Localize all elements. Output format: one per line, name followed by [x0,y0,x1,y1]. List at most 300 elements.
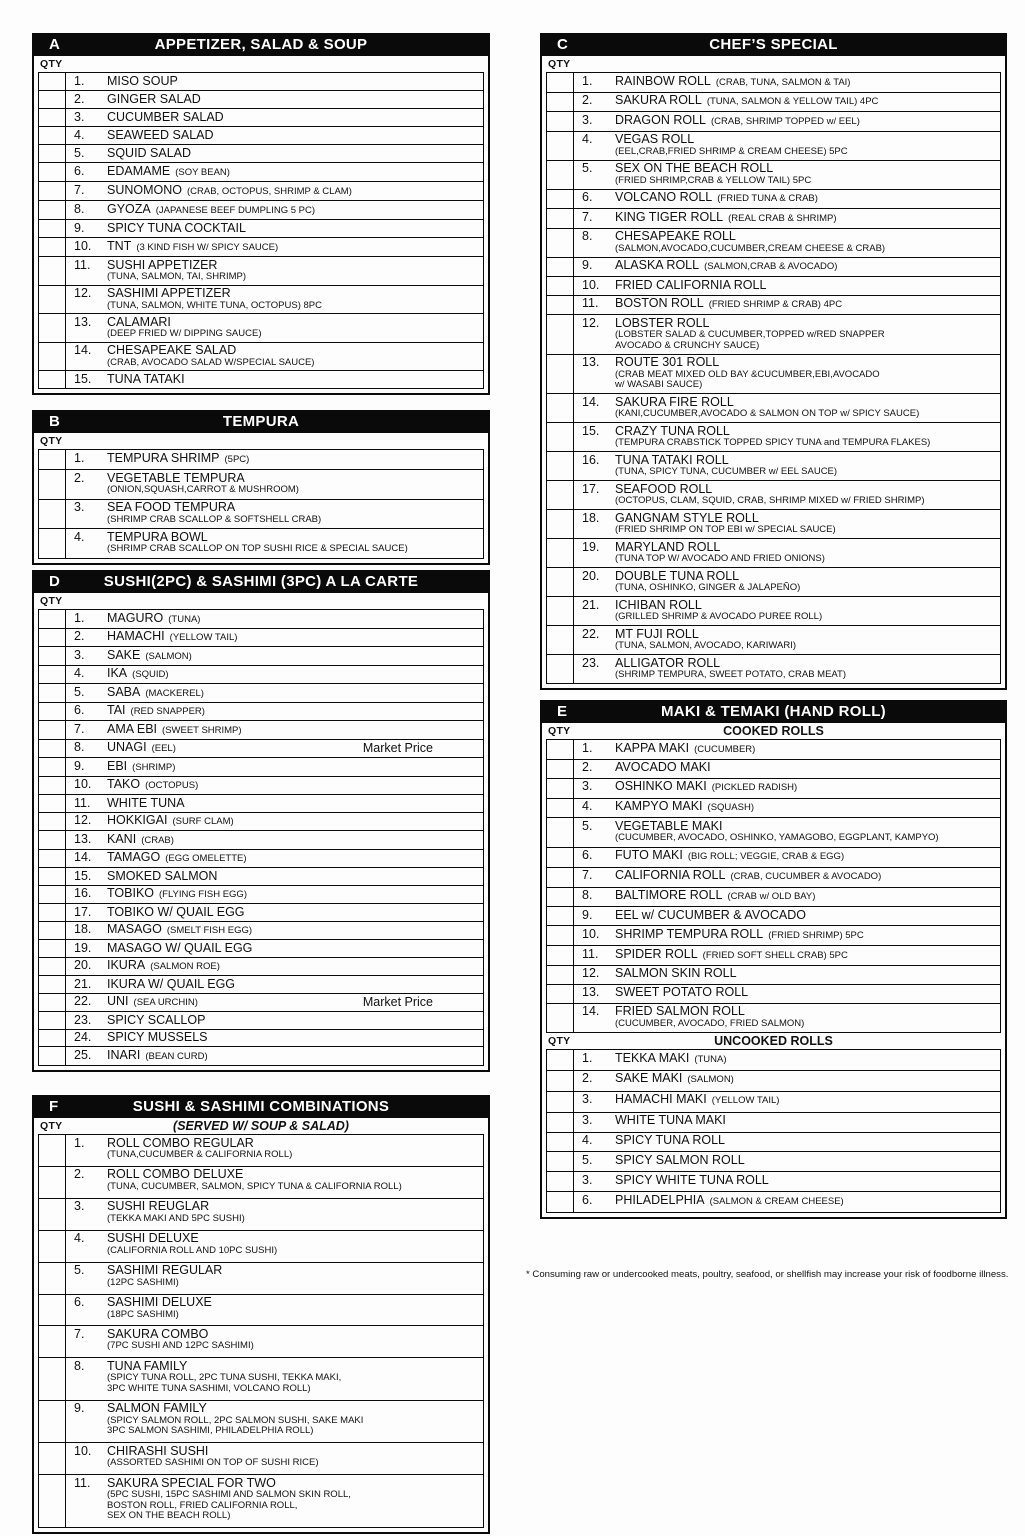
menu-item-cell [66,91,483,108]
section-title: SUSHI(2PC) & SASHIMI (3PC) A LA CARTE [103,573,419,590]
menu-item-row [547,393,1000,422]
qty-input-cell[interactable] [39,314,66,342]
qty-header-band [38,1118,484,1134]
qty-input-cell[interactable] [547,926,574,945]
item-description: (SALMON) [145,650,192,662]
qty-input-cell[interactable] [547,481,574,509]
menu-item-cell [66,1263,483,1294]
menu-item-cell [574,760,1000,778]
item-name: ALLIGATOR ROLL [615,655,721,670]
menu-item-row [547,276,1000,295]
item-name: INARI [107,1047,141,1062]
item-sub-description: BOSTON ROLL, FRIED CALIFORNIA ROLL, [107,1499,298,1511]
qty-input-cell[interactable] [547,1113,574,1132]
menu-item-row [547,422,1000,451]
item-sub-description: (TUNA, SALMON, AVOCADO, KARIWARI) [615,640,797,651]
qty-input-cell[interactable] [39,201,66,219]
qty-input-cell[interactable] [39,703,66,721]
menu-item-cell [574,655,1000,683]
menu-item-line [582,780,996,795]
item-number: 10. [74,1443,92,1458]
menu-item-row [39,610,483,628]
qty-header-band [38,433,484,449]
menu-item-cell [66,684,483,702]
menu-item-row [547,798,1000,818]
qty-input-cell[interactable] [547,1152,574,1171]
item-description: (BIG ROLL; VEGGIE, CRAB & EGG) [687,851,845,863]
qty-input-cell[interactable] [547,73,574,92]
qty-input-cell[interactable] [39,1295,66,1326]
qty-input-cell[interactable] [547,452,574,480]
menu-item-line [74,472,479,486]
item-name: IKURA [107,958,146,973]
menu-item-line [582,317,996,331]
qty-input-cell[interactable] [39,922,66,940]
menu-item-line [582,820,996,834]
menu-item-table [546,72,1001,684]
item-sub-description: (TUNA, OSHINKO, GINGER & JALAPEÑO) [615,582,801,593]
menu-item-line [74,667,479,682]
item-number: 12. [582,315,600,330]
item-description: (PICKLED RADISH) [711,782,798,794]
qty-input-cell[interactable] [547,818,574,846]
menu-item-cell [66,940,483,957]
qty-input-cell[interactable] [547,190,574,209]
item-name: ICHIBAN ROLL [615,597,702,612]
item-number: 5. [74,145,85,160]
qty-input-cell[interactable] [39,629,66,647]
qty-input-cell[interactable] [547,799,574,818]
item-name: SPIDER ROLL [615,946,698,961]
item-name: CALAMARI [107,314,171,329]
item-name: SAKE MAKI [615,1071,683,1086]
item-number: 22. [582,626,600,641]
menu-item-cell [574,1133,1000,1152]
qty-input-cell[interactable] [39,976,66,993]
item-number: 6. [74,163,85,178]
item-name: TAMAGO [107,850,161,865]
item-name: ROLL COMBO DELUXE [107,1167,244,1182]
qty-column-label: QTY [40,1120,63,1132]
group-caption: (SERVED W/ SOUP & SALAD) [173,1119,349,1133]
menu-item-cell [66,740,483,758]
qty-input-cell[interactable] [39,610,66,628]
menu-item-cell [66,257,483,285]
item-sub-description: (TUNA, SALMON, WHITE TUNA, OCTOPUS) 8PC [107,299,323,311]
qty-input-cell[interactable] [547,907,574,925]
section-letter: D [49,573,60,590]
menu-item-row [39,957,483,976]
item-number: 3. [74,647,85,662]
qty-input-cell[interactable] [547,1071,574,1091]
menu-item-row [39,921,483,940]
menu-item-cell [66,371,483,388]
menu-item-line [74,1477,479,1491]
qty-input-cell[interactable] [39,91,66,108]
item-number: 9. [74,758,85,773]
menu-item-cell [66,500,483,529]
item-description: (3 KIND FISH W/ SPICY SAUCE) [136,241,279,253]
qty-input-cell[interactable] [547,258,574,277]
menu-item-line [74,1360,479,1374]
menu-item-row [547,509,1000,538]
menu-item-cell [66,470,483,499]
qty-input-cell[interactable] [39,1030,66,1047]
menu-item-cell [66,1047,483,1065]
qty-input-cell[interactable] [39,1135,66,1166]
qty-input-cell[interactable] [39,850,66,868]
qty-input-cell[interactable] [39,1047,66,1065]
item-name: HAMACHI [107,629,165,644]
item-name: RAINBOW ROLL [615,73,711,88]
item-name: KANI [107,831,137,846]
menu-item-row [547,740,1000,759]
menu-item-row [547,887,1000,907]
menu-item-row [39,90,483,108]
qty-input-cell[interactable] [39,758,66,776]
menu-item-line [74,887,479,902]
item-sub-description: (CRAB MEAT MIXED OLD BAY &CUCUMBER,EBI,AVOCADO [615,368,880,380]
qty-input-cell[interactable] [39,666,66,684]
menu-item-line [74,184,479,199]
item-sub-description: (CRAB, AVOCADO SALAD W/SPECIAL SAUCE) [107,356,315,368]
item-name: SPICY SALMON ROLL [615,1152,745,1167]
item-sub-description: (TUNA, SPICY TUNA, CUCUMBER w/ EEL SAUCE) [615,466,838,477]
item-number: 10. [74,238,92,253]
item-number: 1. [74,450,85,465]
section-sushi-sashimi-combinations [32,1095,490,1534]
item-number: 8. [74,201,85,216]
qty-input-cell[interactable] [39,529,66,558]
menu-item-cell [66,813,483,831]
item-number: 16. [582,452,600,467]
menu-item-line [582,162,996,176]
menu-item-cell [66,343,483,371]
item-number: 14. [582,1004,600,1019]
qty-input-cell[interactable] [547,93,574,112]
menu-item-line [74,923,479,938]
menu-item-row [547,1003,1000,1032]
item-sub-description: (TUNA, CUCUMBER, SALMON, SPICY TUNA & CALIFORNIA ROLL) [107,1180,402,1192]
section-header [32,1095,490,1118]
menu-item-row [39,1400,483,1442]
item-number: 6. [74,703,85,718]
item-name: MISO SOUP [107,73,178,88]
menu-item-row [39,683,483,702]
qty-input-cell[interactable] [547,888,574,907]
qty-input-cell[interactable] [547,966,574,984]
item-name: AVOCADO MAKI [615,760,711,775]
qty-input-cell[interactable] [547,423,574,451]
qty-input-cell[interactable] [547,597,574,625]
section-header [32,410,490,433]
item-name: SHRIMP TEMPURA ROLL [615,926,764,941]
qty-input-cell[interactable] [39,500,66,529]
qty-input-cell[interactable] [39,813,66,831]
qty-input-cell[interactable] [547,132,574,160]
item-number: 11. [582,946,599,961]
menu-item-cell [66,777,483,795]
qty-input-cell[interactable] [39,1358,66,1399]
qty-input-cell[interactable] [547,296,574,315]
menu-item-cell [574,818,1000,846]
item-name: WHITE TUNA MAKI [615,1113,726,1128]
qty-input-cell[interactable] [39,343,66,371]
item-sub-description: (DEEP FRIED W/ DIPPING SAUCE) [107,328,262,339]
menu-item-row [547,817,1000,846]
qty-input-cell[interactable] [547,1192,574,1212]
item-name: SEX ON THE BEACH ROLL [615,161,774,175]
qty-input-cell[interactable] [39,868,66,885]
menu-item-row [39,1294,483,1326]
item-number: 2. [74,1167,85,1182]
item-description: (SWEET SHRIMP) [162,724,242,736]
item-sub-description: (ASSORTED SASHIMI ON TOP OF SUSHI RICE) [107,1457,319,1469]
qty-input-cell[interactable] [39,886,66,904]
menu-item-row [547,925,1000,945]
section-maki-temaki [540,700,1007,1219]
qty-input-cell[interactable] [547,740,574,759]
item-name: VOLCANO ROLL [615,190,713,204]
qty-input-cell[interactable] [39,940,66,957]
qty-input-cell[interactable] [39,958,66,976]
item-name: CHESAPEAKE SALAD [107,343,237,357]
qty-input-cell[interactable] [547,315,574,354]
qty-input-cell[interactable] [39,904,66,921]
footnote: * Consuming raw or undercooked meats, poultry, seafood, or shellfish may increase your risk of foodborne illness. [526,1269,1009,1280]
qty-input-cell[interactable] [39,1475,66,1527]
menu-item-cell [66,73,483,90]
qty-input-cell[interactable] [39,182,66,200]
qty-input-cell[interactable] [39,1167,66,1198]
item-number: 11. [582,296,599,310]
qty-input-cell[interactable] [547,1092,574,1112]
item-name: SPICY TUNA COCKTAIL [107,220,246,235]
qty-input-cell[interactable] [547,510,574,538]
item-name: TEKKA MAKI [615,1050,690,1065]
qty-input-cell[interactable] [547,229,574,257]
menu-item-cell [66,1443,483,1474]
menu-item-cell [66,850,483,868]
menu-item-row [39,342,483,371]
menu-item-row [547,111,1000,131]
item-description: (SALMON ROE) [150,961,220,973]
item-sub-description: w/ WASABI SAUCE) [615,379,703,390]
market-price-note: Market Price [362,741,433,756]
item-number: 6. [74,1295,85,1310]
qty-input-cell[interactable] [547,760,574,778]
item-number: 7. [74,182,85,197]
menu-item-line [582,1052,996,1067]
menu-item-line [582,948,996,963]
qty-input-cell[interactable] [39,795,66,812]
qty-input-cell[interactable] [39,163,66,181]
qty-input-cell[interactable] [39,740,66,758]
menu-item-cell [66,1012,483,1029]
menu-item-cell [66,922,483,940]
qty-input-cell[interactable] [39,1231,66,1262]
section-letter: C [557,36,568,53]
menu-item-line [74,287,479,301]
item-number: 13. [74,314,92,329]
item-description: (CRAB, CUCUMBER & AVOCADO) [730,871,882,883]
menu-item-row [39,903,483,921]
qty-input-cell[interactable] [39,1012,66,1029]
qty-input-cell[interactable] [39,831,66,849]
menu-item-cell [66,795,483,812]
menu-item-row [39,885,483,904]
menu-item-line [74,1031,479,1045]
menu-item-cell [574,868,1000,887]
qty-input-cell[interactable] [39,109,66,126]
item-name: CRAZY TUNA ROLL [615,423,730,438]
item-number: 8. [74,740,85,755]
menu-item-cell [574,452,1000,480]
qty-column-label: QTY [40,435,63,447]
market-price-note: Market Price [362,995,433,1010]
qty-input-cell[interactable] [547,539,574,567]
qty-input-cell[interactable] [39,1326,66,1357]
menu-item-line [74,1264,479,1278]
menu-item-line [582,75,996,90]
qty-input-cell[interactable] [547,985,574,1003]
qty-input-cell[interactable] [39,1443,66,1474]
menu-item-line [74,1049,479,1064]
qty-input-cell[interactable] [39,73,66,90]
qty-input-cell[interactable] [39,1263,66,1294]
qty-input-cell[interactable] [39,371,66,388]
menu-item-table [38,1134,484,1528]
item-name: ALASKA ROLL [615,258,700,272]
qty-input-cell[interactable] [39,1199,66,1230]
qty-input-cell[interactable] [39,286,66,314]
item-number: 11. [74,795,91,810]
qty-input-cell[interactable] [39,994,66,1012]
qty-input-cell[interactable] [39,127,66,144]
menu-item-row [39,939,483,957]
item-number: 23. [582,655,600,670]
item-sub-description: (SPICY TUNA ROLL, 2PC TUNA SUSHI, TEKKA MAKI, [107,1372,342,1384]
item-number: 1. [582,740,593,755]
item-sub-description: (7PC SUSHI AND 12PC SASHIMI) [107,1340,254,1352]
qty-column-label: QTY [548,58,571,70]
menu-item-cell [66,629,483,647]
menu-item-line [582,133,996,147]
item-name: VEGETABLE MAKI [615,818,723,833]
item-number: 3. [74,1199,85,1214]
menu-item-row [39,370,483,388]
qty-input-cell[interactable] [39,257,66,285]
qty-input-cell[interactable] [39,721,66,739]
qty-input-cell[interactable] [547,112,574,131]
qty-input-cell[interactable] [547,209,574,228]
item-description: (YELLOW TAIL) [169,632,238,644]
item-name: TUNA TATAKI [107,371,185,386]
item-name: WHITE TUNA [107,795,185,810]
menu-item-row [547,965,1000,984]
menu-item-cell [66,1358,483,1399]
menu-item-line [74,111,479,125]
item-name: TOBIKO [107,886,155,901]
item-sub-description: (LOBSTER SALAD & CUCUMBER,TOPPED w/RED SNAPPER [615,329,885,340]
qty-input-cell[interactable] [547,394,574,422]
qty-input-cell[interactable] [547,161,574,189]
qty-input-cell[interactable] [547,355,574,394]
qty-input-cell[interactable] [39,777,66,795]
item-description: (SQUASH) [707,802,754,814]
menu-item-line [74,959,479,974]
qty-input-cell[interactable] [547,1172,574,1191]
menu-item-line [74,1168,479,1182]
menu-item-row [39,1011,483,1029]
qty-input-cell[interactable] [39,647,66,665]
menu-item-row [39,975,483,993]
qty-input-cell[interactable] [39,145,66,162]
qty-input-cell[interactable] [39,684,66,702]
item-name: SPICY SCALLOP [107,1012,206,1027]
qty-input-cell[interactable] [39,450,66,469]
qty-input-cell[interactable] [547,848,574,867]
qty-input-cell[interactable] [547,568,574,596]
qty-input-cell[interactable] [547,1004,574,1032]
menu-item-cell [66,647,483,665]
menu-item-cell [66,958,483,976]
menu-item-row [547,131,1000,160]
qty-input-cell[interactable] [547,1133,574,1152]
qty-input-cell[interactable] [547,779,574,798]
qty-input-cell[interactable] [39,220,66,237]
qty-input-cell[interactable] [547,868,574,887]
item-name: IKA [107,666,128,681]
menu-item-cell [66,1135,483,1166]
qty-input-cell[interactable] [547,277,574,295]
item-number: 1. [74,73,85,88]
menu-item-line [74,316,479,330]
item-description: (CRAB, SHRIMP TOPPED w/ EEL) [711,115,860,127]
menu-item-row [39,628,483,647]
qty-input-cell[interactable] [39,470,66,499]
section-body [32,56,490,395]
menu-item-cell [574,985,1000,1003]
item-number: 3. [582,1172,593,1187]
item-name: TEMPURA SHRIMP [107,450,220,465]
menu-item-cell [574,779,1000,798]
item-description: (CRAB w/ OLD BAY) [727,891,816,903]
menu-item-line [582,967,996,981]
menu-item-cell [574,888,1000,907]
qty-input-cell[interactable] [547,946,574,965]
qty-input-cell[interactable] [547,1050,574,1070]
qty-input-cell[interactable] [39,238,66,256]
menu-item-row [547,984,1000,1003]
qty-input-cell[interactable] [547,626,574,654]
menu-item-line [582,279,996,293]
menu-item-line [74,531,479,545]
menu-item-cell [574,1172,1000,1191]
item-name: SPICY TUNA ROLL [615,1133,725,1147]
menu-item-row [39,126,483,144]
menu-item-row [39,237,483,256]
qty-input-cell[interactable] [547,655,574,683]
item-number: 20. [74,958,92,973]
menu-item-line [74,723,479,738]
item-sub-description: 3PC SALMON SASHIMI, PHILADELPHIA ROLL) [107,1425,314,1437]
item-name: CALIFORNIA ROLL [615,868,726,883]
qty-input-cell[interactable] [39,1401,66,1442]
menu-item-cell [574,394,1000,422]
item-number: 3. [74,109,85,124]
menu-item-row [547,92,1000,112]
